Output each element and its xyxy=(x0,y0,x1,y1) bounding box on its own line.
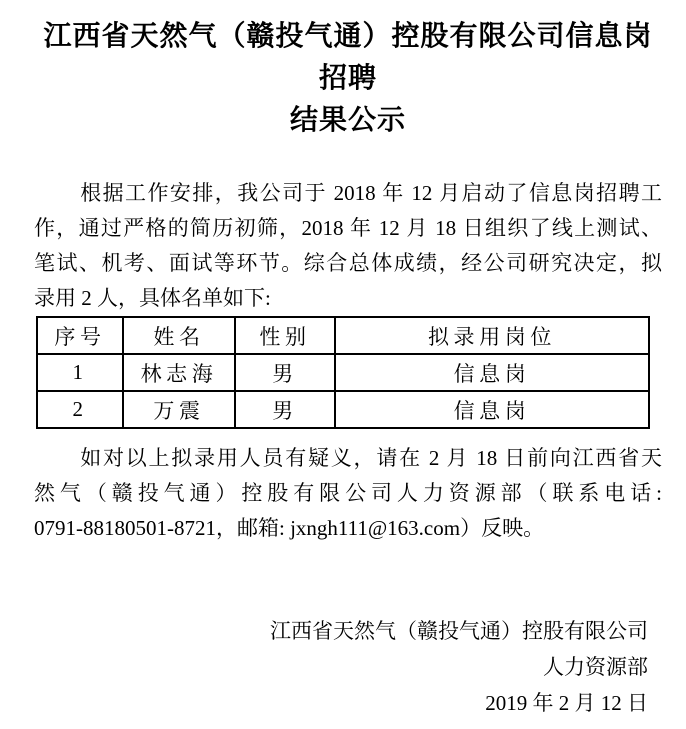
document-title xyxy=(34,15,662,141)
cell-serial: 1 xyxy=(37,354,123,391)
signature-department: 人力资源部 xyxy=(543,655,648,679)
contact-paragraph-line-1: 如对以上拟录用人员有疑义，请在 2 月 18 日前向江西省天 xyxy=(80,446,662,470)
table-row xyxy=(37,391,649,428)
signature-date: 2019 年 2 月 12 日 xyxy=(485,691,648,715)
title-line-2: 结果公示 xyxy=(289,104,406,135)
intro-paragraph-line-1: 根据工作安排，我公司于 2018 年 12 月启动了信息岗招聘工 xyxy=(80,181,662,205)
intro-paragraph-line-3: 笔试、机考、面试等环节。综合总体成绩，经公司研究决定，拟 xyxy=(34,251,662,275)
contact-paragraph-line-2: 然气（赣投气通）控股有限公司人力资源部（联系电话: xyxy=(34,481,662,505)
cell-position: 信息岗 xyxy=(335,391,649,428)
cell-name: 万震 xyxy=(123,391,235,428)
cell-gender: 男 xyxy=(235,354,335,391)
contact-paragraph xyxy=(34,441,662,546)
candidates-table xyxy=(36,316,650,429)
column-header-gender: 性别 xyxy=(235,317,335,354)
cell-position: 信息岗 xyxy=(335,354,649,391)
cell-name: 林志海 xyxy=(123,354,235,391)
intro-paragraph xyxy=(34,176,662,316)
cell-serial: 2 xyxy=(37,391,123,428)
column-header-serial: 序号 xyxy=(37,317,123,354)
signature-block xyxy=(34,613,662,721)
intro-paragraph-line-4: 录用 2 人，具体名单如下: xyxy=(34,286,271,310)
table-row xyxy=(37,354,649,391)
contact-paragraph-line-3: 0791-88180501-8721，邮箱: jxngh111@163.com）反映。 xyxy=(34,516,545,540)
table-header-row xyxy=(37,317,649,354)
column-header-position: 拟录用岗位 xyxy=(335,317,649,354)
signature-company: 江西省天然气（赣投气通）控股有限公司 xyxy=(270,619,648,643)
intro-paragraph-line-2: 作，通过严格的简历初筛，2018 年 12 月 18 日组织了线上测试、 xyxy=(34,216,662,240)
cell-gender: 男 xyxy=(235,391,335,428)
title-line-1: 江西省天然气（赣投气通）控股有限公司信息岗招聘 xyxy=(43,20,653,93)
column-header-name: 姓名 xyxy=(123,317,235,354)
